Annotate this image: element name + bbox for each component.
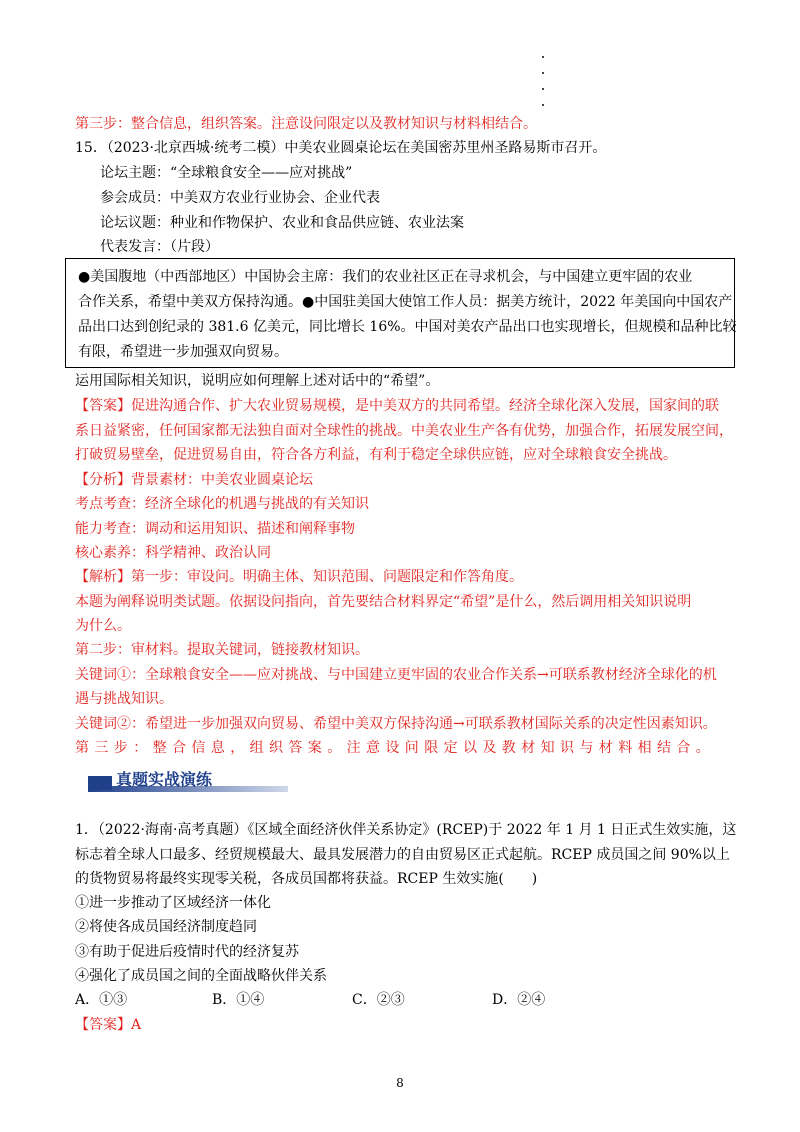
analysis-line: 关键词②：希望进一步加强双向贸易、希望中美双方保持沟通→可联系教材国际关系的决定性因素知识。 [75,716,717,732]
answer-line: 打破贸易壁垒，促进贸易自由，符合各方利益，有利于稳定全球供应链，应对全球粮食安全挑战。 [75,447,677,463]
q1-item: ②将使各成员国经济制度趋同 [75,919,257,935]
analysis-line: 本题为阐释说明类试题。依据设问指向，首先要结合材料界定“希望”是什么，然后调用相关知识说明 [75,594,692,610]
material-box [65,258,735,368]
option-b: B．①④ [212,992,265,1008]
box-line: 有限，希望进一步加强双向贸易。 [78,344,288,360]
q15-theme: 论坛主题：“全球粮食安全——应对挑战” [100,165,353,181]
analysis-line: 遇与挑战知识。 [75,691,173,707]
analysis-line: 第二步：审材料。提取关键词，链接教材知识。 [75,642,369,658]
box-line: 品出口达到创纪录的 381.6 亿美元，同比增长 16%。中国对美农产品出口也实现增长，但规模和品种比较 [78,319,737,335]
section-banner [88,768,288,796]
q15-speech: 代表发言：（片段） [100,239,219,255]
q1-stem-line: 标志着全球人口最多、经贸规模最大、最具发展潜力的自由贸易区正式起航。RCEP 成员国之间 90%以上 [75,847,730,863]
analysis-line: 关键词①：全球粮食安全——应对挑战、与中国建立更牢固的农业合作关系→可联系教材经济全球化的机 [75,667,717,683]
answer-line: 系日益紧密，任何国家都无法独自面对全球性的挑战。中美农业生产各有优势，加强合作，拓展发展空间， [75,423,733,439]
q1-answer: 【答案】A [75,1017,142,1033]
analysis-line: 核心素养：科学精神、政治认同 [75,545,271,561]
analysis-line: 【分析】背景素材：中美农业圆桌论坛 [75,472,313,488]
q1-item: ④强化了成员国之间的全面战略伙伴关系 [75,968,327,984]
q1-stem-line: 1．（2022·海南·高考真题）《区域全面经济伙伴关系协定》(RCEP)于 2022 年 1 月 1 日正式生效实施，这 [75,822,737,838]
step3-line: 第三步：整合信息，组织答案。注意设问限定以及教材知识与材料相结合。 [75,740,716,756]
option-d: D．②④ [492,992,546,1008]
q15-question: 运用国际相关知识，说明应如何理解上述对话中的“希望”。 [75,373,440,389]
analysis-line: 为什么。 [75,618,131,634]
q1-stem-line: 的货物贸易将最终实现零关税，各成员国都将获益。RCEP 生效实施( ) [75,871,538,887]
banner-block [88,776,112,790]
answer-line: 【答案】促进沟通合作、扩大农业贸易规模，是中美双方的共同希望。经济全球化深入发展，国家间的联 [75,398,719,414]
q15-stem: 15．（2023·北京西城·统考二模）中美农业圆桌论坛在美国密苏里州圣路易斯市召开。 [75,140,607,156]
analysis-line: 考点考查：经济全球化的机遇与挑战的有关知识 [75,496,369,512]
analysis-line: 【解析】第一步：审设问。明确主体、知识范围、问题限定和作答角度。 [75,569,523,585]
q15-members: 参会成员：中美双方农业行业协会、企业代表 [100,190,380,206]
box-line: 合作关系，希望中美双方保持沟通。●中国驻美国大使馆工作人员：据美方统计，2022 年美国向中国农产 [78,294,733,310]
step3-header: 第三步：整合信息，组织答案。注意设问限定以及教材知识与材料相结合。 [75,116,537,132]
q1-item: ③有助于促进后疫情时代的经济复苏 [75,944,299,960]
decorative-dots [542,56,546,120]
analysis-line: 能力考查：调动和运用知识、描述和阐释事物 [75,521,355,537]
section-title: 真题实战演练 [116,770,213,789]
option-a: A．①③ [75,992,128,1008]
page-number: 8 [396,1076,404,1090]
q1-item: ①进一步推动了区域经济一体化 [75,895,271,911]
box-line: ●美国腹地（中西部地区）中国协会主席：我们的农业社区正在寻求机会，与中国建立更牢固的农业 [78,269,693,285]
option-c: C．②③ [352,992,405,1008]
q15-agenda: 论坛议题：种业和作物保护、农业和食品供应链、农业法案 [100,215,464,231]
